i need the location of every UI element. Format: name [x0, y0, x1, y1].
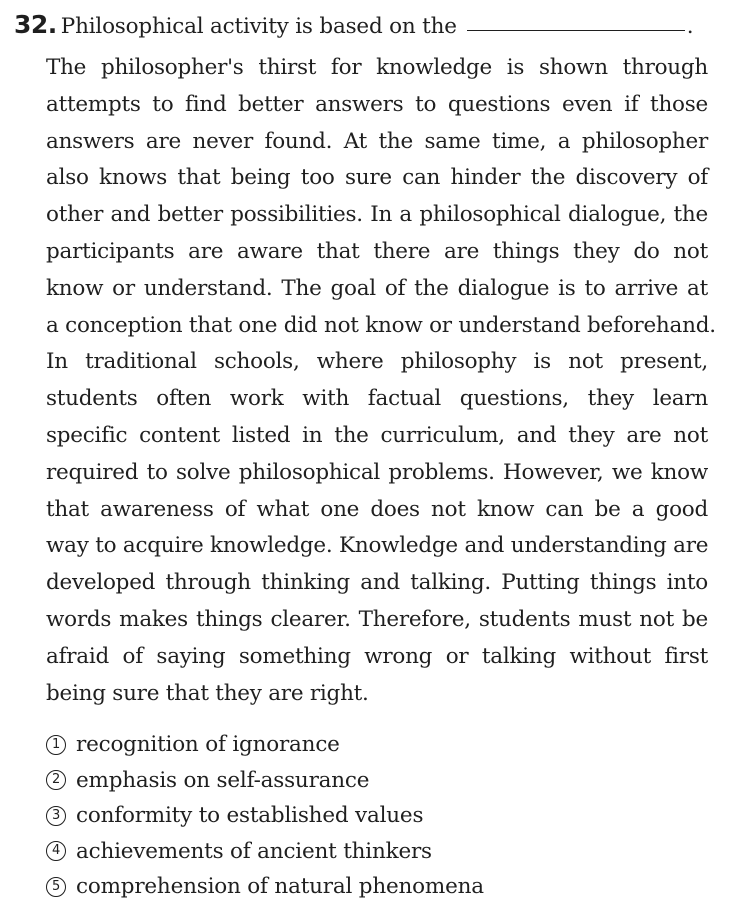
choice-2[interactable]	[46, 763, 708, 799]
choice-4-text: achievements of ancient thinkers	[76, 838, 432, 864]
passage-line: a conception that one did not know or understand beforehand.	[46, 312, 716, 338]
question-stem-text: Philosophical activity is based on the	[60, 14, 457, 39]
passage-line: other and better possibilities. In a philosophical dialogue, the	[46, 202, 708, 228]
passage	[46, 50, 716, 712]
passage-line: words makes things clearer. Therefore, students must not be	[46, 606, 708, 632]
circled-number-2-icon: 2	[46, 770, 66, 790]
choice-3-text: conformity to established values	[76, 803, 424, 829]
stem-period: .	[686, 14, 694, 39]
choice-1[interactable]	[46, 727, 708, 763]
circled-number-5-icon: 5	[46, 877, 66, 897]
choice-3[interactable]	[46, 798, 708, 834]
passage-line: know or understand. The goal of the dialogue is to arrive at	[46, 275, 708, 301]
choice-1-text: recognition of ignorance	[76, 732, 340, 758]
choice-5[interactable]	[46, 869, 708, 905]
passage-line: The philosopher's thirst for knowledge is shown through	[46, 55, 708, 80]
choice-5-text: comprehension of natural phenomena	[76, 874, 484, 900]
passage-line: In traditional schools, where philosophy is not present,	[46, 349, 708, 375]
passage-line: developed through thinking and talking. Putting things into	[46, 570, 708, 596]
question-stem	[14, 10, 714, 50]
passage-line: way to acquire knowledge. Knowledge and understanding are	[46, 533, 709, 559]
passage-line: being sure that they are right.	[46, 680, 369, 706]
passage-line: attempts to find better answers to questions even if those	[46, 91, 708, 117]
passage-line: also knows that being too sure can hinder the discovery of	[46, 165, 708, 191]
choice-2-text: emphasis on self-assurance	[76, 767, 370, 793]
passage-line: that awareness of what one does not know can be a good	[46, 496, 708, 522]
circled-number-4-icon: 4	[46, 841, 66, 861]
passage-line: specific content listed in the curriculum, and they are not	[46, 422, 708, 448]
question-number: 32.	[14, 10, 57, 39]
passage-line: answers are never found. At the same time, a philosopher	[46, 128, 708, 154]
passage-line: afraid of saying something wrong or talking without first	[46, 643, 708, 669]
circled-number-1-icon: 1	[46, 735, 66, 755]
passage-line: participants are aware that there are things they do not	[46, 238, 708, 264]
circled-number-3-icon: 3	[46, 806, 66, 826]
passage-line: students often work with factual questions, they learn	[46, 386, 708, 412]
choice-4[interactable]	[46, 834, 708, 870]
answer-choices	[46, 727, 708, 905]
passage-line: required to solve philosophical problems. However, we know	[46, 459, 708, 485]
answer-blank	[467, 29, 685, 31]
